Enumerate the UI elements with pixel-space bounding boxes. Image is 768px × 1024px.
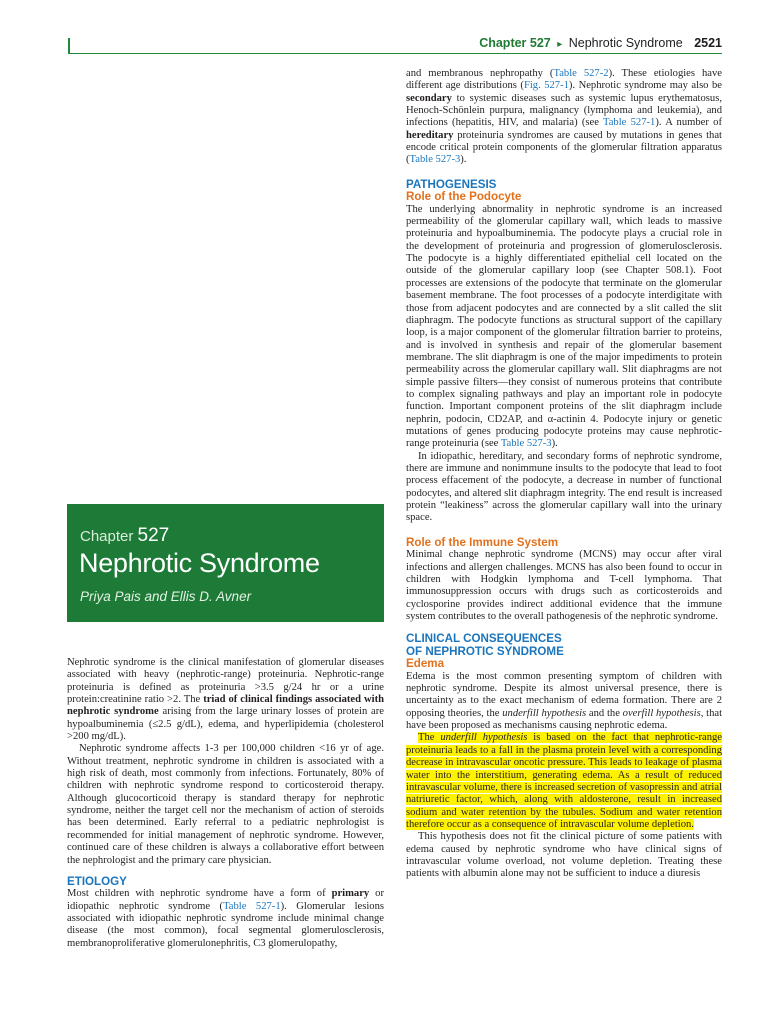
header-title: Nephrotic Syndrome <box>568 36 683 50</box>
pathogenesis-heading: PATHOGENESIS <box>406 177 497 191</box>
chapter-authors: Priya Pais and Ellis D. Avner <box>80 589 252 604</box>
link-table-527-1[interactable]: Table 527-1 <box>603 117 656 129</box>
link-table-527-3[interactable]: Table 527-3 <box>500 438 552 450</box>
header-rule <box>68 53 722 54</box>
chapter-label <box>80 525 169 547</box>
left-column <box>67 657 384 950</box>
page-number: 2521 <box>694 36 722 50</box>
podocyte-injury-paragraph: In idiopathic, hereditary, and secondary forms of nephrotic syndrome, there are immune and nonimmune insults to the podocyte that lead to foot process effacement of the podocyte, a decrease in number of functional podocytes, and altered slit diaphragm integrity. The end result is increased protein “leakiness” across the glomerular capillary wall into the urinary space. <box>406 450 722 524</box>
running-header <box>479 36 722 50</box>
etiology-heading: ETIOLOGY <box>67 874 127 888</box>
link-table-527-1[interactable]: Table 527-1 <box>223 900 281 912</box>
chapter-word: Chapter <box>80 528 134 545</box>
immune-heading: Role of the Immune System <box>406 535 559 549</box>
right-column <box>406 68 722 881</box>
header-separator-icon: ▸ <box>557 39 563 50</box>
header-marker-bar <box>68 38 70 54</box>
header-chapter: Chapter 527 <box>479 36 551 50</box>
link-fig-527-1[interactable]: Fig. 527-1 <box>523 80 569 92</box>
intro-paragraph: Nephrotic syndrome is the clinical manifestation of glomerular diseases associated with heavy (nephrotic-range) proteinuria. Nephrotic-range proteinuria is defined as proteinuria >3.5 g/24 hr or a urine protein:creatinine ratio >2. The triad of clinical findings associated with nephrotic syndrome arising from the large urinary losses of protein are hypoalbuminemia (≤2.5 g/dL), edema, and hyperlipidemia (cholesterol >200 mg/dL). <box>67 657 384 743</box>
clinical-consequences-heading: CLINICAL CONSEQUENCES OF NEPHROTIC SYNDROME <box>406 632 564 658</box>
incidence-paragraph: Nephrotic syndrome affects 1-3 per 100,000 children <16 yr of age. Without treatment, nephrotic syndrome in children is associated with a high risk of death, most commonly from infections. Fortunately, 80% of children with nephrotic syndrome respond to corticosteroid therapy. Although glucocorticoid therapy is standard therapy for nephrotic syndrome, neither the target cell nor the mechanism of action of steroids has been determined. Early referral to a pediatric nephrologist is recommended for initial management of nephrotic syndrome. However, continued care of these children is always a collaborative effort between the nephrologist and the primary care physician. <box>67 743 384 866</box>
link-table-527-2[interactable]: Table 527-2 <box>553 68 609 79</box>
underfill-paragraph-highlighted: The underfill hypothesis is based on the fact that nephrotic-range proteinuria leads to a fall in the plasma protein level with a corresponding decrease in intravascular oncotic pressure. This leads to leakage of plasma water into the interstitium, generating edema. As a result of reduced intravascular volume, there is increased secretion of vasopressin and atrial natriuretic factor, which, along with aldosterone, result in increased sodium and water retention by the tubules. Sodium and water retention therefore occur as a consequence of intravascular volume depletion. <box>406 732 722 830</box>
podocyte-paragraph: The underlying abnormality in nephrotic syndrome is an increased permeability of the glomerular capillary wall, which leads to massive proteinuria and hypoalbuminemia. The podocyte plays a crucial role in the development of proteinuria and progression of glomerulosclerosis. The podocyte is a highly differentiated epithelial cell located on the outside of the glomerular capillary loop (see Chapter 508.1). Foot processes are extensions of the podocyte that terminate on the glomerular basement membrane. The foot processes of a podocyte interdigitate with those from adjacent podocytes and are connected by a slit called the slit diaphragm. The podocyte functions as structural support of the capillary loop, is a major component of the glomerular filtration barrier to proteins, and is involved in synthesis and repair of the glomerular basement membrane. The slit diaphragm is one of the major impediments to protein permeability across the glomerular capillary wall. Slit diaphragms are not simple passive filters—they consist of numerous proteins that contribute to complex signaling pathways and play an important role in podocyte function. Important component proteins of the slit diaphragm include nephrin, podocin, CD2AP, and α-actinin 4. Podocyte injury or genetic mutations of genes producing podocyte proteins may cause nephrotic-range proteinuria (see Table 527-3). <box>406 203 722 450</box>
link-table-527-3[interactable]: Table 527-3 <box>409 154 461 166</box>
chapter-number: 527 <box>137 525 170 546</box>
overload-paragraph: This hypothesis does not fit the clinical picture of some patients with edema caused by nephrotic syndrome who have clinical signs of intravascular volume overload, not volume depletion. Treating these patients with albumin alone may not be sufficient to induce a diuresis <box>406 831 722 880</box>
immune-paragraph: Minimal change nephrotic syndrome (MCNS) may occur after viral infections and allergen challenges. MCNS has also been found to occur in children with Hodgkin lymphoma and T-cell lymphoma. That immunosuppression occurs with drugs such as corticosteroids and cyclosporine provides indirect additional evidence that the immune system contributes to the overall pathogenesis of the nephrotic syndrome. <box>406 549 722 622</box>
etiology-paragraph: Most children with nephrotic syndrome have a form of primary or idiopathic nephrotic syndrome (Table 527-1). Glomerular lesions associated with idiopathic nephrotic syndrome include minimal change disease (the most common), focal segmental glomerulosclerosis, membranoproliferative glomerulonephritis, C3 glomerulopathy, <box>67 888 385 949</box>
etiology-continued-paragraph: and membranous nephropathy (Table 527-2). These etiologies have different age distributions (Fig. 527-1). Nephrotic syndrome may also be secondary to systemic diseases such as systemic lupus erythematosus, Henoch-Schönlein purpura, malignancy (lymphoma and leukemia), and infections (hepatitis, HIV, and malaria) (see Table 527-1). A number of hereditary proteinuria syndromes are caused by mutations in genes that encode critical protein components of the glomerular filtration apparatus (Table 527-3). <box>406 68 722 166</box>
podocyte-heading: Role of the Podocyte <box>406 190 522 204</box>
edema-heading: Edema <box>406 657 445 671</box>
chapter-title-box <box>67 504 384 622</box>
chapter-title: Nephrotic Syndrome <box>79 548 320 578</box>
edema-paragraph: Edema is the most common presenting symptom of children with nephrotic syndrome. Despite its almost universal presence, there is uncertainty as to the exact mechanism of edema formation. There are 2 opposing theories, the underfill hypothesis and the overfill hypothesis, that have been proposed as mechanisms causing nephrotic edema. <box>406 670 723 732</box>
